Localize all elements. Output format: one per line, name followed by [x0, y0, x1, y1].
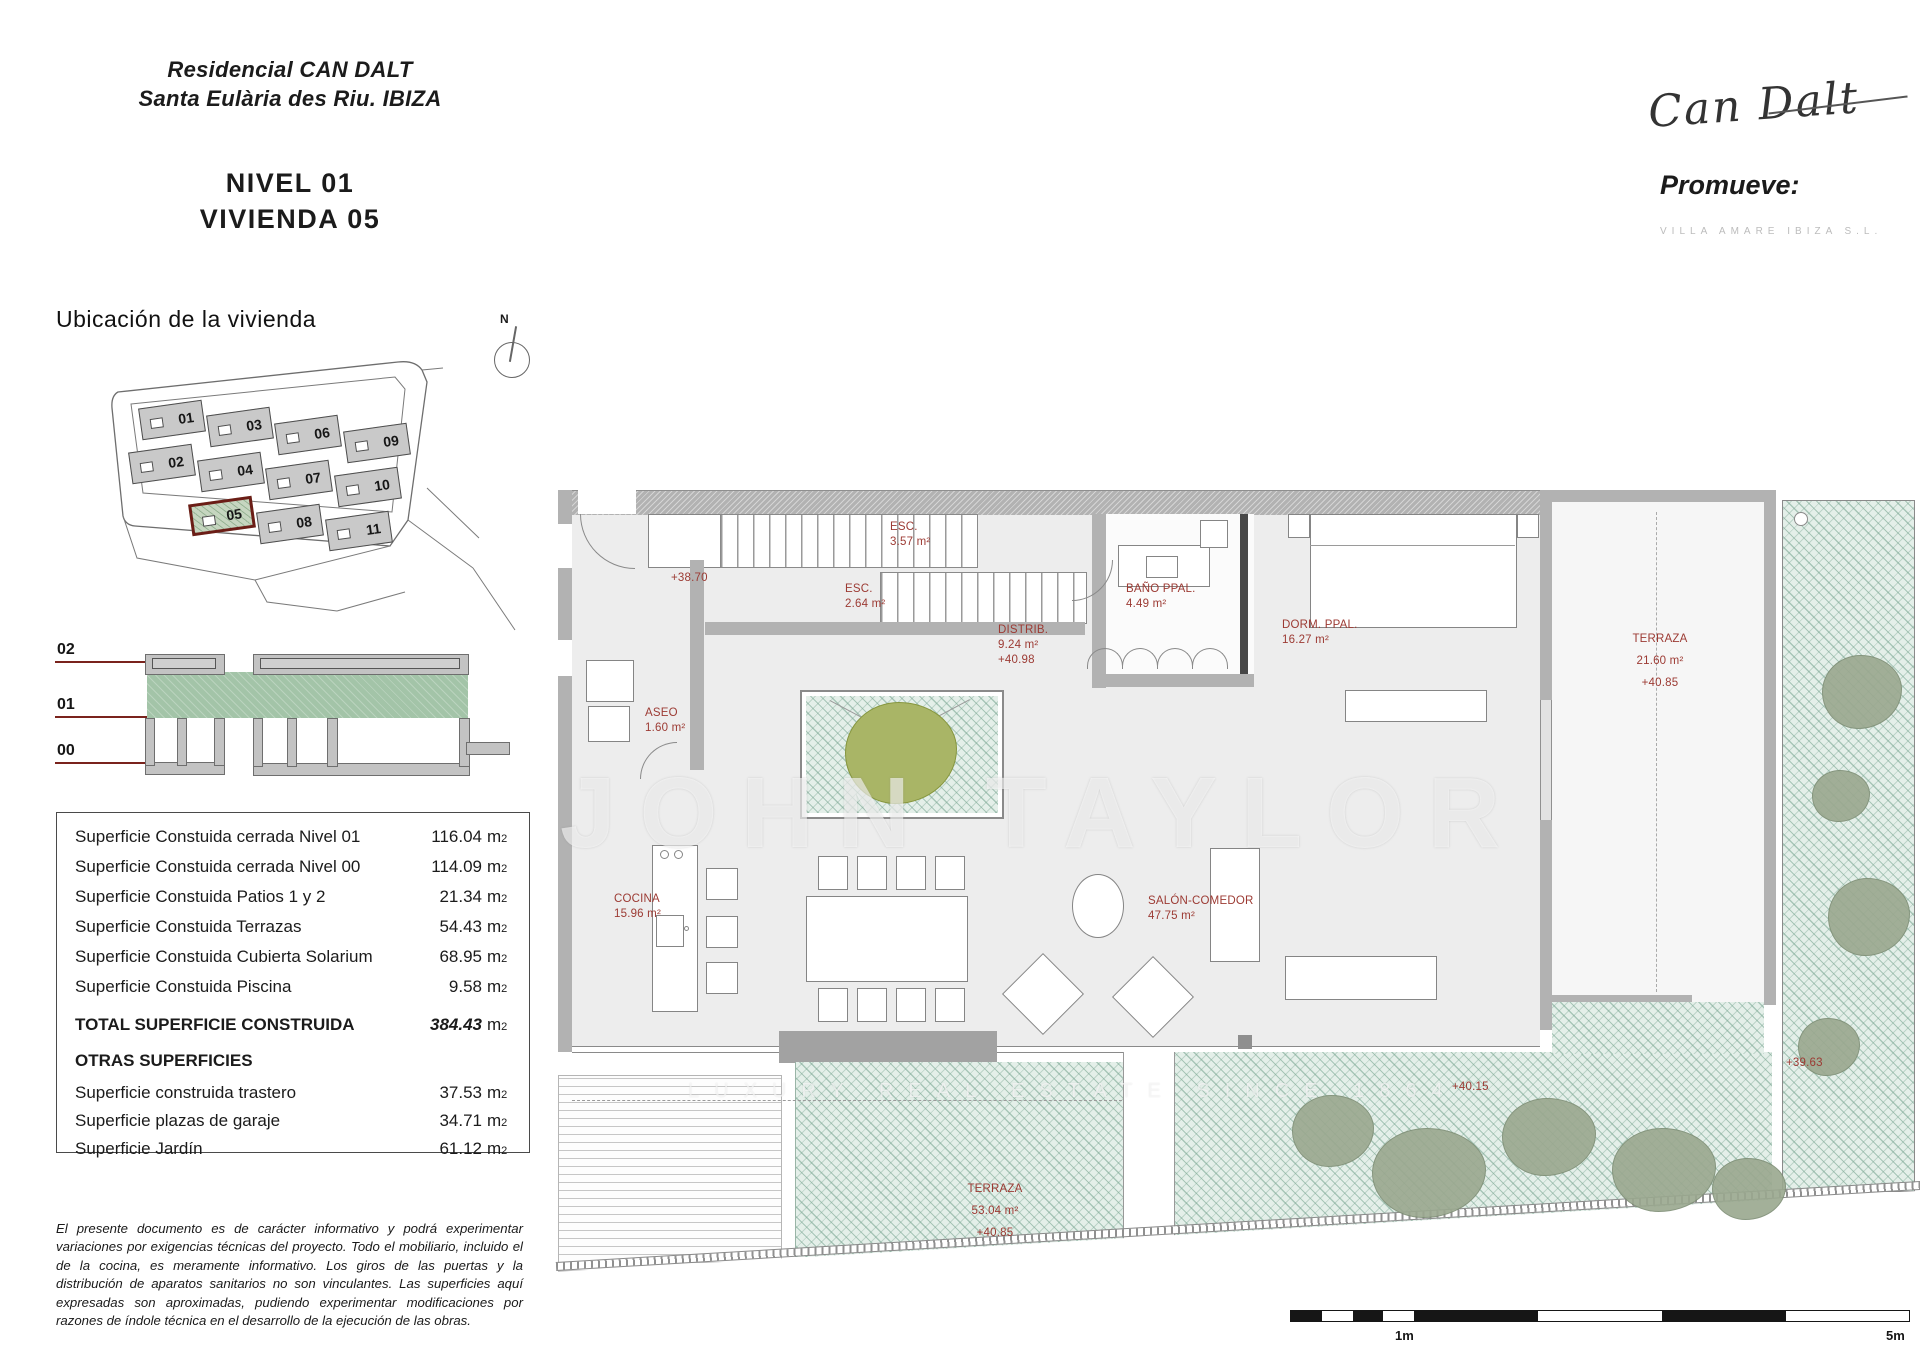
unit-number: 09	[382, 432, 400, 451]
dining-chair	[818, 988, 848, 1022]
project-name: Residencial CAN DALT	[167, 57, 413, 82]
row-unit: m2	[487, 917, 508, 936]
room-label-salon: SALÓN-COMEDOR 47.75 m²	[1148, 895, 1254, 922]
total-label: TOTAL SUPERFICIE CONSTRUIDA	[75, 1015, 355, 1034]
terrace-lawn-under-east-terrace	[1552, 1002, 1764, 1054]
row-unit: m2	[487, 947, 508, 966]
scale-segment	[1291, 1311, 1322, 1321]
row-label: Superficie plazas de garaje	[75, 1111, 281, 1130]
row-unit: m2	[487, 1111, 508, 1130]
window-dorm	[1540, 700, 1552, 820]
section-parapet-rail	[260, 658, 460, 669]
table-row	[75, 1083, 517, 1107]
row-label: Superficie Jardín	[75, 1139, 203, 1158]
bed-bench	[1345, 690, 1487, 722]
staircase-lower	[880, 572, 1087, 624]
nightstand	[1288, 514, 1310, 538]
table-row	[75, 947, 517, 971]
row-label: Superficie Constuida cerrada Nivel 00	[75, 857, 361, 876]
bed	[1310, 514, 1517, 628]
scale-segment	[1353, 1311, 1384, 1321]
nightstand	[1517, 514, 1539, 538]
terrace-east-floor	[1552, 502, 1764, 1002]
unit-number: 01	[177, 409, 195, 428]
terrace-dashed-line	[1656, 512, 1657, 992]
scale-segment	[1537, 1311, 1661, 1321]
row-value: 61.12	[439, 1139, 482, 1158]
dining-chair	[896, 988, 926, 1022]
unit-entry-notch	[209, 469, 223, 481]
table-total-row	[75, 1015, 517, 1039]
stair-landing	[648, 514, 722, 568]
round-side-table	[1072, 874, 1124, 938]
lintel-wall	[779, 1031, 997, 1063]
room-label-esc-lower: ESC. 2.64 m²	[845, 583, 886, 610]
unit-entry-notch	[140, 461, 154, 473]
unit-entry-notch	[277, 477, 291, 489]
row-unit: m2	[487, 827, 508, 846]
aseo-wc	[588, 706, 630, 742]
project-location: Santa Eulària des Riu. IBIZA	[138, 86, 442, 111]
table-subheading-row	[75, 1051, 517, 1075]
row-value: 114.09	[431, 857, 482, 876]
subheading-label: OTRAS SUPERFICIES	[75, 1051, 253, 1070]
watermark-tagline: LUXURY REAL ESTATE SINCE 1864	[688, 1080, 1458, 1102]
section-level01-highlight	[147, 672, 468, 718]
unit-entry-notch	[268, 521, 282, 533]
section-wall	[214, 718, 225, 766]
structural-post	[1238, 1035, 1252, 1049]
section-wall	[287, 718, 297, 767]
wall-shower-dark	[1240, 514, 1248, 674]
total-value: 384.43	[430, 1015, 482, 1034]
table-row	[75, 887, 517, 911]
row-label: Superficie Constuida Piscina	[75, 977, 292, 996]
row-label: Superficie construida trastero	[75, 1083, 297, 1102]
scale-label-5m: 5m	[1886, 1328, 1905, 1343]
scale-segment	[1414, 1311, 1537, 1321]
unit-title: VIVIENDA 05	[199, 204, 381, 234]
row-unit: m2	[487, 1083, 508, 1102]
section-wall	[177, 718, 187, 766]
areas-table	[56, 812, 530, 1158]
entry-opening	[578, 490, 636, 514]
bath-basin	[1146, 556, 1178, 578]
sheet-title	[150, 165, 430, 237]
table-row	[75, 1111, 517, 1135]
staircase-upper	[720, 514, 978, 568]
room-label-dorm: DORM. PPAL. 16.27 m²	[1282, 619, 1358, 646]
door-opening	[558, 524, 572, 568]
scale-segment	[1662, 1311, 1785, 1321]
aseo-sink	[586, 660, 634, 702]
unit-entry-notch	[355, 440, 369, 452]
wall-core	[690, 560, 704, 770]
shower-fixture	[1200, 520, 1228, 548]
table-row	[75, 827, 517, 851]
scale-label-1m: 1m	[1395, 1328, 1414, 1343]
row-label: Superficie Constuida Terrazas	[75, 917, 302, 936]
table-row	[75, 977, 517, 1001]
bar-stool	[706, 868, 738, 900]
sink-tap-icon	[684, 926, 689, 931]
row-value: 9.58	[448, 977, 482, 996]
row-label: Superficie Constuida cerrada Nivel 01	[75, 827, 361, 846]
garden-east-strip	[1782, 500, 1915, 1192]
section-wall	[327, 718, 338, 767]
row-value: 68.95	[439, 947, 482, 966]
section-level-00: 00	[57, 742, 75, 759]
section-slab-step	[466, 742, 510, 755]
promoter-company: VILLA AMARE IBIZA S.L.	[1660, 226, 1883, 237]
unit-entry-notch	[202, 515, 216, 527]
window-opening	[558, 640, 572, 676]
sofa	[1285, 956, 1437, 1000]
garden-light-icon	[1794, 512, 1808, 526]
dining-chair	[935, 988, 965, 1022]
dining-chair	[857, 988, 887, 1022]
unit-entry-notch	[286, 432, 300, 444]
unit-entry-notch	[346, 484, 360, 496]
row-unit: m2	[487, 887, 508, 906]
spot-level-38-70: +38.70	[671, 572, 708, 584]
level-line-01	[55, 716, 147, 718]
unit-number: 04	[236, 461, 254, 480]
candalt-signature-logo: Can Dalt	[1646, 72, 1862, 139]
watermark-john-taylor: JOHN TAYLOR	[560, 757, 1525, 869]
level-title: NIVEL 01	[225, 168, 355, 198]
scale-segment	[1383, 1311, 1414, 1321]
dining-table	[806, 896, 968, 982]
scale-segment	[1322, 1311, 1353, 1321]
scale-bar	[1290, 1310, 1910, 1322]
unit-number: 05	[225, 505, 243, 524]
north-label: N	[500, 312, 509, 326]
wall-terrace-east	[1764, 490, 1776, 1005]
wall-bath-south	[1106, 674, 1254, 687]
table-row	[75, 857, 517, 881]
row-unit: m2	[487, 1139, 508, 1158]
bar-stool	[706, 916, 738, 948]
scale-segment	[1785, 1311, 1909, 1321]
site-plan-heading: Ubicación de la vivienda	[56, 306, 317, 332]
spot-level-40-15: +40.15	[1452, 1081, 1489, 1093]
row-unit: m2	[487, 857, 508, 876]
unit-number: 10	[373, 476, 391, 495]
table-row	[75, 917, 517, 941]
section-slab	[253, 763, 470, 776]
level-line-02	[55, 661, 147, 663]
unit-number: 11	[365, 520, 382, 538]
row-value: 21.34	[439, 887, 482, 906]
row-value: 34.71	[439, 1111, 482, 1130]
section-wall	[145, 718, 155, 766]
bed-pillow-line	[1310, 545, 1515, 546]
wall-north	[558, 490, 1548, 515]
table-row	[75, 1139, 517, 1163]
room-label-cocina: COCINA 15.96 m²	[614, 893, 661, 920]
row-value: 116.04	[431, 827, 482, 846]
unit-number: 03	[245, 416, 263, 435]
unit-entry-notch	[150, 417, 164, 429]
sliding-window	[572, 1046, 780, 1053]
section-level-01: 01	[57, 696, 75, 713]
project-title	[100, 55, 480, 113]
row-label: Superficie Constuida Cubierta Solarium	[75, 947, 373, 966]
unit-number: 08	[295, 513, 313, 532]
unit-number: 02	[167, 453, 185, 472]
spot-level-39-63: +39.63	[1786, 1057, 1823, 1069]
unit-number: 07	[304, 469, 322, 488]
row-value: 37.53	[439, 1083, 482, 1102]
room-label-terraza-south: TERRAZA 53.04 m² +40.85	[967, 1183, 1023, 1239]
deck-pergola	[558, 1075, 782, 1272]
unit-number: 06	[313, 424, 331, 443]
row-value: 54.43	[439, 917, 482, 936]
unit-entry-notch	[218, 424, 232, 436]
room-label-distrib: DISTRIB. 9.24 m² +40.98	[998, 624, 1049, 666]
unit-entry-notch	[337, 528, 351, 540]
room-label-aseo: ASEO 1.60 m²	[645, 707, 686, 734]
room-label-terraza-east: TERRAZA 21.60 m² +40.85	[1632, 633, 1688, 689]
section-wall	[253, 718, 263, 767]
promoter-label: Promueve:	[1660, 170, 1800, 200]
row-unit: m2	[487, 1015, 508, 1034]
room-label-bano: BAÑO PPAL. 4.49 m²	[1126, 583, 1196, 610]
disclaimer-text: El presente documento es de carácter informativo y podrá experimentar variaciones por exigencias técnicas del proyecto. Todo el mobiliario, incluido el de la cocina, es meramente informativo. Los giros de las puertas y la distribución de aparatos sanitarios no son vinculantes. Las superficies aquí expresadas son aproximadas, pudiendo experimentar modificaciones por razones de índole técnica en el desarrollo de la ejecución de las obras.	[56, 1221, 523, 1329]
level-line-00	[55, 762, 147, 764]
section-parapet-rail	[152, 658, 216, 669]
row-label: Superficie Constuida Patios 1 y 2	[75, 887, 326, 906]
room-label-esc-upper: ESC. 3.57 m²	[890, 521, 931, 548]
section-level-02: 02	[57, 641, 75, 658]
bar-stool	[706, 962, 738, 994]
row-unit: m2	[487, 977, 508, 996]
wall-terrace-north	[1548, 490, 1772, 502]
